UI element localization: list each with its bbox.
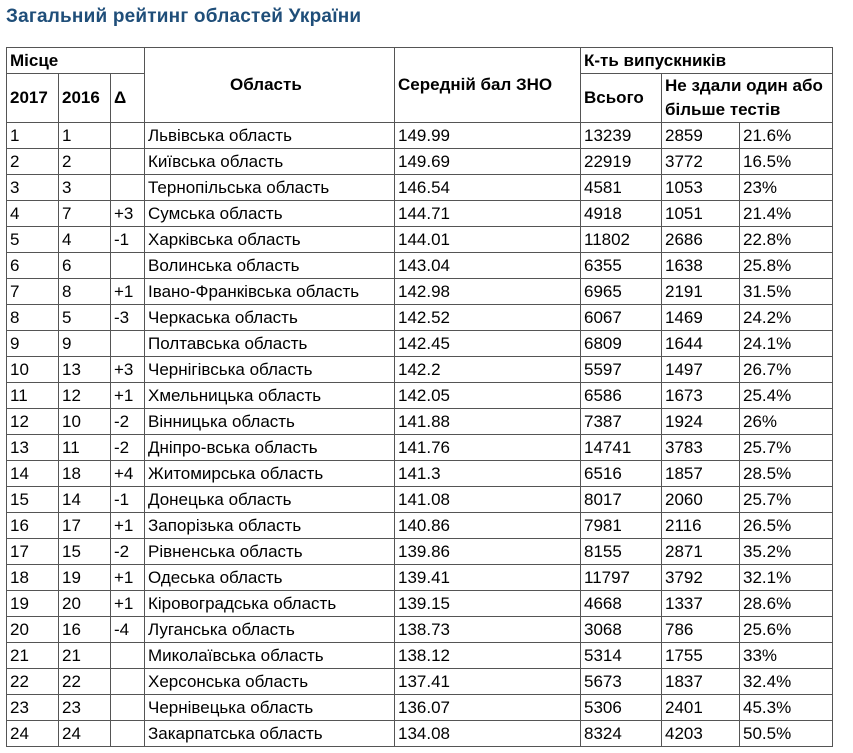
cell-total: 14741	[581, 435, 662, 461]
cell-failed: 1638	[662, 253, 740, 279]
cell-total: 8324	[581, 721, 662, 747]
header-graduates: К-ть випускників	[581, 48, 833, 74]
cell-delta: +1	[111, 279, 145, 305]
cell-rank-2017: 10	[7, 357, 59, 383]
table-row	[7, 721, 833, 747]
table-row	[7, 669, 833, 695]
cell-failed: 2871	[662, 539, 740, 565]
cell-rank-2016: 5	[59, 305, 111, 331]
table-row	[7, 565, 833, 591]
cell-failed-percent: 31.5%	[740, 279, 833, 305]
cell-failed-percent: 25.6%	[740, 617, 833, 643]
header-year-2017: 2017	[7, 74, 59, 123]
table-row	[7, 617, 833, 643]
cell-rank-2017: 17	[7, 539, 59, 565]
cell-rank-2016: 8	[59, 279, 111, 305]
cell-oblast: Дніпро-вська область	[145, 435, 395, 461]
cell-rank-2017: 22	[7, 669, 59, 695]
header-failed: Не здали один або більше тестів	[662, 74, 833, 123]
cell-avg-score: 134.08	[395, 721, 581, 747]
table-row	[7, 461, 833, 487]
cell-rank-2017: 20	[7, 617, 59, 643]
cell-failed: 1053	[662, 175, 740, 201]
cell-total: 6067	[581, 305, 662, 331]
cell-rank-2017: 5	[7, 227, 59, 253]
cell-avg-score: 139.15	[395, 591, 581, 617]
cell-delta: +1	[111, 513, 145, 539]
cell-rank-2017: 7	[7, 279, 59, 305]
cell-rank-2017: 19	[7, 591, 59, 617]
table-row	[7, 513, 833, 539]
rating-table	[6, 47, 833, 747]
cell-delta	[111, 331, 145, 357]
cell-delta: +1	[111, 565, 145, 591]
cell-rank-2016: 22	[59, 669, 111, 695]
cell-avg-score: 142.05	[395, 383, 581, 409]
cell-total: 11797	[581, 565, 662, 591]
header-place: Місце	[7, 48, 145, 74]
cell-avg-score: 141.3	[395, 461, 581, 487]
cell-oblast: Чернігівська область	[145, 357, 395, 383]
cell-oblast: Хмельницька область	[145, 383, 395, 409]
cell-delta: +1	[111, 591, 145, 617]
cell-failed-percent: 32.4%	[740, 669, 833, 695]
cell-delta: -3	[111, 305, 145, 331]
header-year-2016: 2016	[59, 74, 111, 123]
cell-rank-2017: 18	[7, 565, 59, 591]
cell-failed-percent: 25.7%	[740, 487, 833, 513]
cell-total: 5597	[581, 357, 662, 383]
header-delta: Δ	[111, 74, 145, 123]
table-row	[7, 695, 833, 721]
cell-failed-percent: 28.5%	[740, 461, 833, 487]
cell-failed-percent: 23%	[740, 175, 833, 201]
cell-failed-percent: 22.8%	[740, 227, 833, 253]
cell-avg-score: 149.99	[395, 123, 581, 149]
table-row	[7, 305, 833, 331]
cell-oblast: Луганська область	[145, 617, 395, 643]
cell-rank-2016: 12	[59, 383, 111, 409]
table-row	[7, 123, 833, 149]
cell-total: 4668	[581, 591, 662, 617]
cell-rank-2016: 16	[59, 617, 111, 643]
cell-rank-2016: 3	[59, 175, 111, 201]
cell-total: 8017	[581, 487, 662, 513]
cell-oblast: Чернівецька область	[145, 695, 395, 721]
cell-delta: +1	[111, 383, 145, 409]
cell-oblast: Кіровоградська область	[145, 591, 395, 617]
cell-avg-score: 143.04	[395, 253, 581, 279]
cell-failed: 4203	[662, 721, 740, 747]
cell-failed: 1469	[662, 305, 740, 331]
cell-failed-percent: 21.6%	[740, 123, 833, 149]
cell-failed: 2191	[662, 279, 740, 305]
cell-failed-percent: 26%	[740, 409, 833, 435]
table-row	[7, 357, 833, 383]
cell-avg-score: 139.41	[395, 565, 581, 591]
cell-failed: 1497	[662, 357, 740, 383]
cell-rank-2017: 13	[7, 435, 59, 461]
cell-failed: 3792	[662, 565, 740, 591]
cell-total: 11802	[581, 227, 662, 253]
cell-rank-2016: 10	[59, 409, 111, 435]
cell-delta: +3	[111, 201, 145, 227]
cell-rank-2017: 2	[7, 149, 59, 175]
cell-avg-score: 142.2	[395, 357, 581, 383]
cell-rank-2016: 20	[59, 591, 111, 617]
header-oblast	[145, 48, 395, 123]
cell-oblast: Житомирська область	[145, 461, 395, 487]
table-row	[7, 279, 833, 305]
cell-rank-2016: 17	[59, 513, 111, 539]
cell-total: 6355	[581, 253, 662, 279]
cell-delta	[111, 721, 145, 747]
cell-delta	[111, 643, 145, 669]
cell-total: 13239	[581, 123, 662, 149]
cell-total: 7387	[581, 409, 662, 435]
cell-avg-score: 142.98	[395, 279, 581, 305]
cell-delta: -1	[111, 487, 145, 513]
cell-oblast: Полтавська область	[145, 331, 395, 357]
cell-failed-percent: 35.2%	[740, 539, 833, 565]
cell-delta	[111, 149, 145, 175]
cell-avg-score: 139.86	[395, 539, 581, 565]
table-row	[7, 487, 833, 513]
cell-total: 5306	[581, 695, 662, 721]
table-row	[7, 435, 833, 461]
cell-avg-score: 137.41	[395, 669, 581, 695]
cell-delta: -4	[111, 617, 145, 643]
cell-avg-score: 136.07	[395, 695, 581, 721]
cell-failed: 1924	[662, 409, 740, 435]
cell-oblast: Київська область	[145, 149, 395, 175]
cell-rank-2017: 9	[7, 331, 59, 357]
cell-avg-score: 138.73	[395, 617, 581, 643]
cell-total: 4918	[581, 201, 662, 227]
cell-oblast: Сумська область	[145, 201, 395, 227]
cell-rank-2017: 3	[7, 175, 59, 201]
cell-delta	[111, 175, 145, 201]
cell-oblast: Миколаївська область	[145, 643, 395, 669]
cell-avg-score: 141.08	[395, 487, 581, 513]
cell-failed-percent: 32.1%	[740, 565, 833, 591]
cell-delta: -2	[111, 409, 145, 435]
cell-avg-score: 138.12	[395, 643, 581, 669]
cell-rank-2017: 14	[7, 461, 59, 487]
table-row	[7, 643, 833, 669]
cell-oblast: Харківська область	[145, 227, 395, 253]
cell-delta: +4	[111, 461, 145, 487]
cell-failed-percent: 26.5%	[740, 513, 833, 539]
cell-oblast: Закарпатська область	[145, 721, 395, 747]
cell-oblast: Рівненська область	[145, 539, 395, 565]
cell-total: 22919	[581, 149, 662, 175]
cell-rank-2016: 15	[59, 539, 111, 565]
cell-delta	[111, 253, 145, 279]
cell-avg-score: 141.88	[395, 409, 581, 435]
cell-failed: 2686	[662, 227, 740, 253]
cell-avg-score: 149.69	[395, 149, 581, 175]
cell-oblast: Івано-Франківська область	[145, 279, 395, 305]
cell-failed-percent: 24.1%	[740, 331, 833, 357]
cell-rank-2016: 24	[59, 721, 111, 747]
cell-failed: 3783	[662, 435, 740, 461]
page-title: Загальний рейтинг областей України	[6, 6, 362, 27]
table-row	[7, 591, 833, 617]
cell-failed-percent: 16.5%	[740, 149, 833, 175]
table-row	[7, 149, 833, 175]
cell-total: 7981	[581, 513, 662, 539]
cell-rank-2016: 23	[59, 695, 111, 721]
cell-failed: 1644	[662, 331, 740, 357]
cell-rank-2017: 11	[7, 383, 59, 409]
cell-total: 5314	[581, 643, 662, 669]
cell-oblast: Тернопільська область	[145, 175, 395, 201]
cell-rank-2016: 13	[59, 357, 111, 383]
cell-rank-2016: 1	[59, 123, 111, 149]
cell-failed: 2116	[662, 513, 740, 539]
cell-failed: 1837	[662, 669, 740, 695]
cell-total: 8155	[581, 539, 662, 565]
header-oblast-label: Область	[230, 75, 302, 94]
cell-failed-percent: 50.5%	[740, 721, 833, 747]
cell-total: 5673	[581, 669, 662, 695]
cell-oblast: Херсонська область	[145, 669, 395, 695]
table-row	[7, 175, 833, 201]
cell-avg-score: 142.52	[395, 305, 581, 331]
cell-failed: 1857	[662, 461, 740, 487]
cell-rank-2016: 4	[59, 227, 111, 253]
cell-failed-percent: 26.7%	[740, 357, 833, 383]
cell-failed-percent: 24.2%	[740, 305, 833, 331]
cell-avg-score: 142.45	[395, 331, 581, 357]
cell-failed: 1051	[662, 201, 740, 227]
cell-delta: -2	[111, 435, 145, 461]
cell-total: 3068	[581, 617, 662, 643]
cell-failed-percent: 28.6%	[740, 591, 833, 617]
cell-failed: 786	[662, 617, 740, 643]
cell-avg-score: 146.54	[395, 175, 581, 201]
cell-oblast: Вінницька область	[145, 409, 395, 435]
cell-total: 6965	[581, 279, 662, 305]
cell-avg-score: 140.86	[395, 513, 581, 539]
cell-rank-2016: 2	[59, 149, 111, 175]
cell-rank-2017: 21	[7, 643, 59, 669]
header-total: Всього	[581, 74, 662, 123]
cell-failed: 2859	[662, 123, 740, 149]
cell-oblast: Волинська область	[145, 253, 395, 279]
cell-failed: 2060	[662, 487, 740, 513]
cell-failed-percent: 45.3%	[740, 695, 833, 721]
cell-rank-2017: 15	[7, 487, 59, 513]
table-row	[7, 383, 833, 409]
cell-failed: 1673	[662, 383, 740, 409]
cell-rank-2017: 24	[7, 721, 59, 747]
cell-delta	[111, 669, 145, 695]
cell-oblast: Черкаська область	[145, 305, 395, 331]
cell-rank-2016: 21	[59, 643, 111, 669]
table-body	[7, 123, 833, 747]
cell-total: 6809	[581, 331, 662, 357]
cell-failed-percent: 33%	[740, 643, 833, 669]
cell-rank-2016: 6	[59, 253, 111, 279]
cell-oblast: Запорізька область	[145, 513, 395, 539]
cell-failed: 2401	[662, 695, 740, 721]
header-avg-score: Середній бал ЗНО	[395, 48, 581, 123]
cell-total: 4581	[581, 175, 662, 201]
cell-oblast: Одеська область	[145, 565, 395, 591]
cell-rank-2016: 19	[59, 565, 111, 591]
table-row	[7, 227, 833, 253]
cell-failed-percent: 25.4%	[740, 383, 833, 409]
cell-oblast: Львівська область	[145, 123, 395, 149]
cell-rank-2016: 18	[59, 461, 111, 487]
cell-delta	[111, 695, 145, 721]
cell-delta	[111, 123, 145, 149]
cell-rank-2016: 9	[59, 331, 111, 357]
cell-avg-score: 144.01	[395, 227, 581, 253]
cell-delta: -1	[111, 227, 145, 253]
table-row	[7, 539, 833, 565]
cell-total: 6586	[581, 383, 662, 409]
cell-rank-2017: 8	[7, 305, 59, 331]
cell-failed-percent: 25.8%	[740, 253, 833, 279]
cell-rank-2016: 11	[59, 435, 111, 461]
cell-avg-score: 144.71	[395, 201, 581, 227]
cell-rank-2017: 4	[7, 201, 59, 227]
cell-rank-2017: 23	[7, 695, 59, 721]
cell-rank-2017: 16	[7, 513, 59, 539]
cell-rank-2016: 7	[59, 201, 111, 227]
cell-avg-score: 141.76	[395, 435, 581, 461]
table-row	[7, 253, 833, 279]
cell-total: 6516	[581, 461, 662, 487]
cell-rank-2017: 6	[7, 253, 59, 279]
cell-failed: 3772	[662, 149, 740, 175]
cell-delta: +3	[111, 357, 145, 383]
cell-oblast: Донецька область	[145, 487, 395, 513]
cell-failed: 1337	[662, 591, 740, 617]
table-row	[7, 201, 833, 227]
cell-rank-2017: 12	[7, 409, 59, 435]
cell-failed-percent: 21.4%	[740, 201, 833, 227]
cell-rank-2017: 1	[7, 123, 59, 149]
cell-delta: -2	[111, 539, 145, 565]
cell-rank-2016: 14	[59, 487, 111, 513]
table-row	[7, 331, 833, 357]
cell-failed-percent: 25.7%	[740, 435, 833, 461]
table-row	[7, 409, 833, 435]
cell-failed: 1755	[662, 643, 740, 669]
